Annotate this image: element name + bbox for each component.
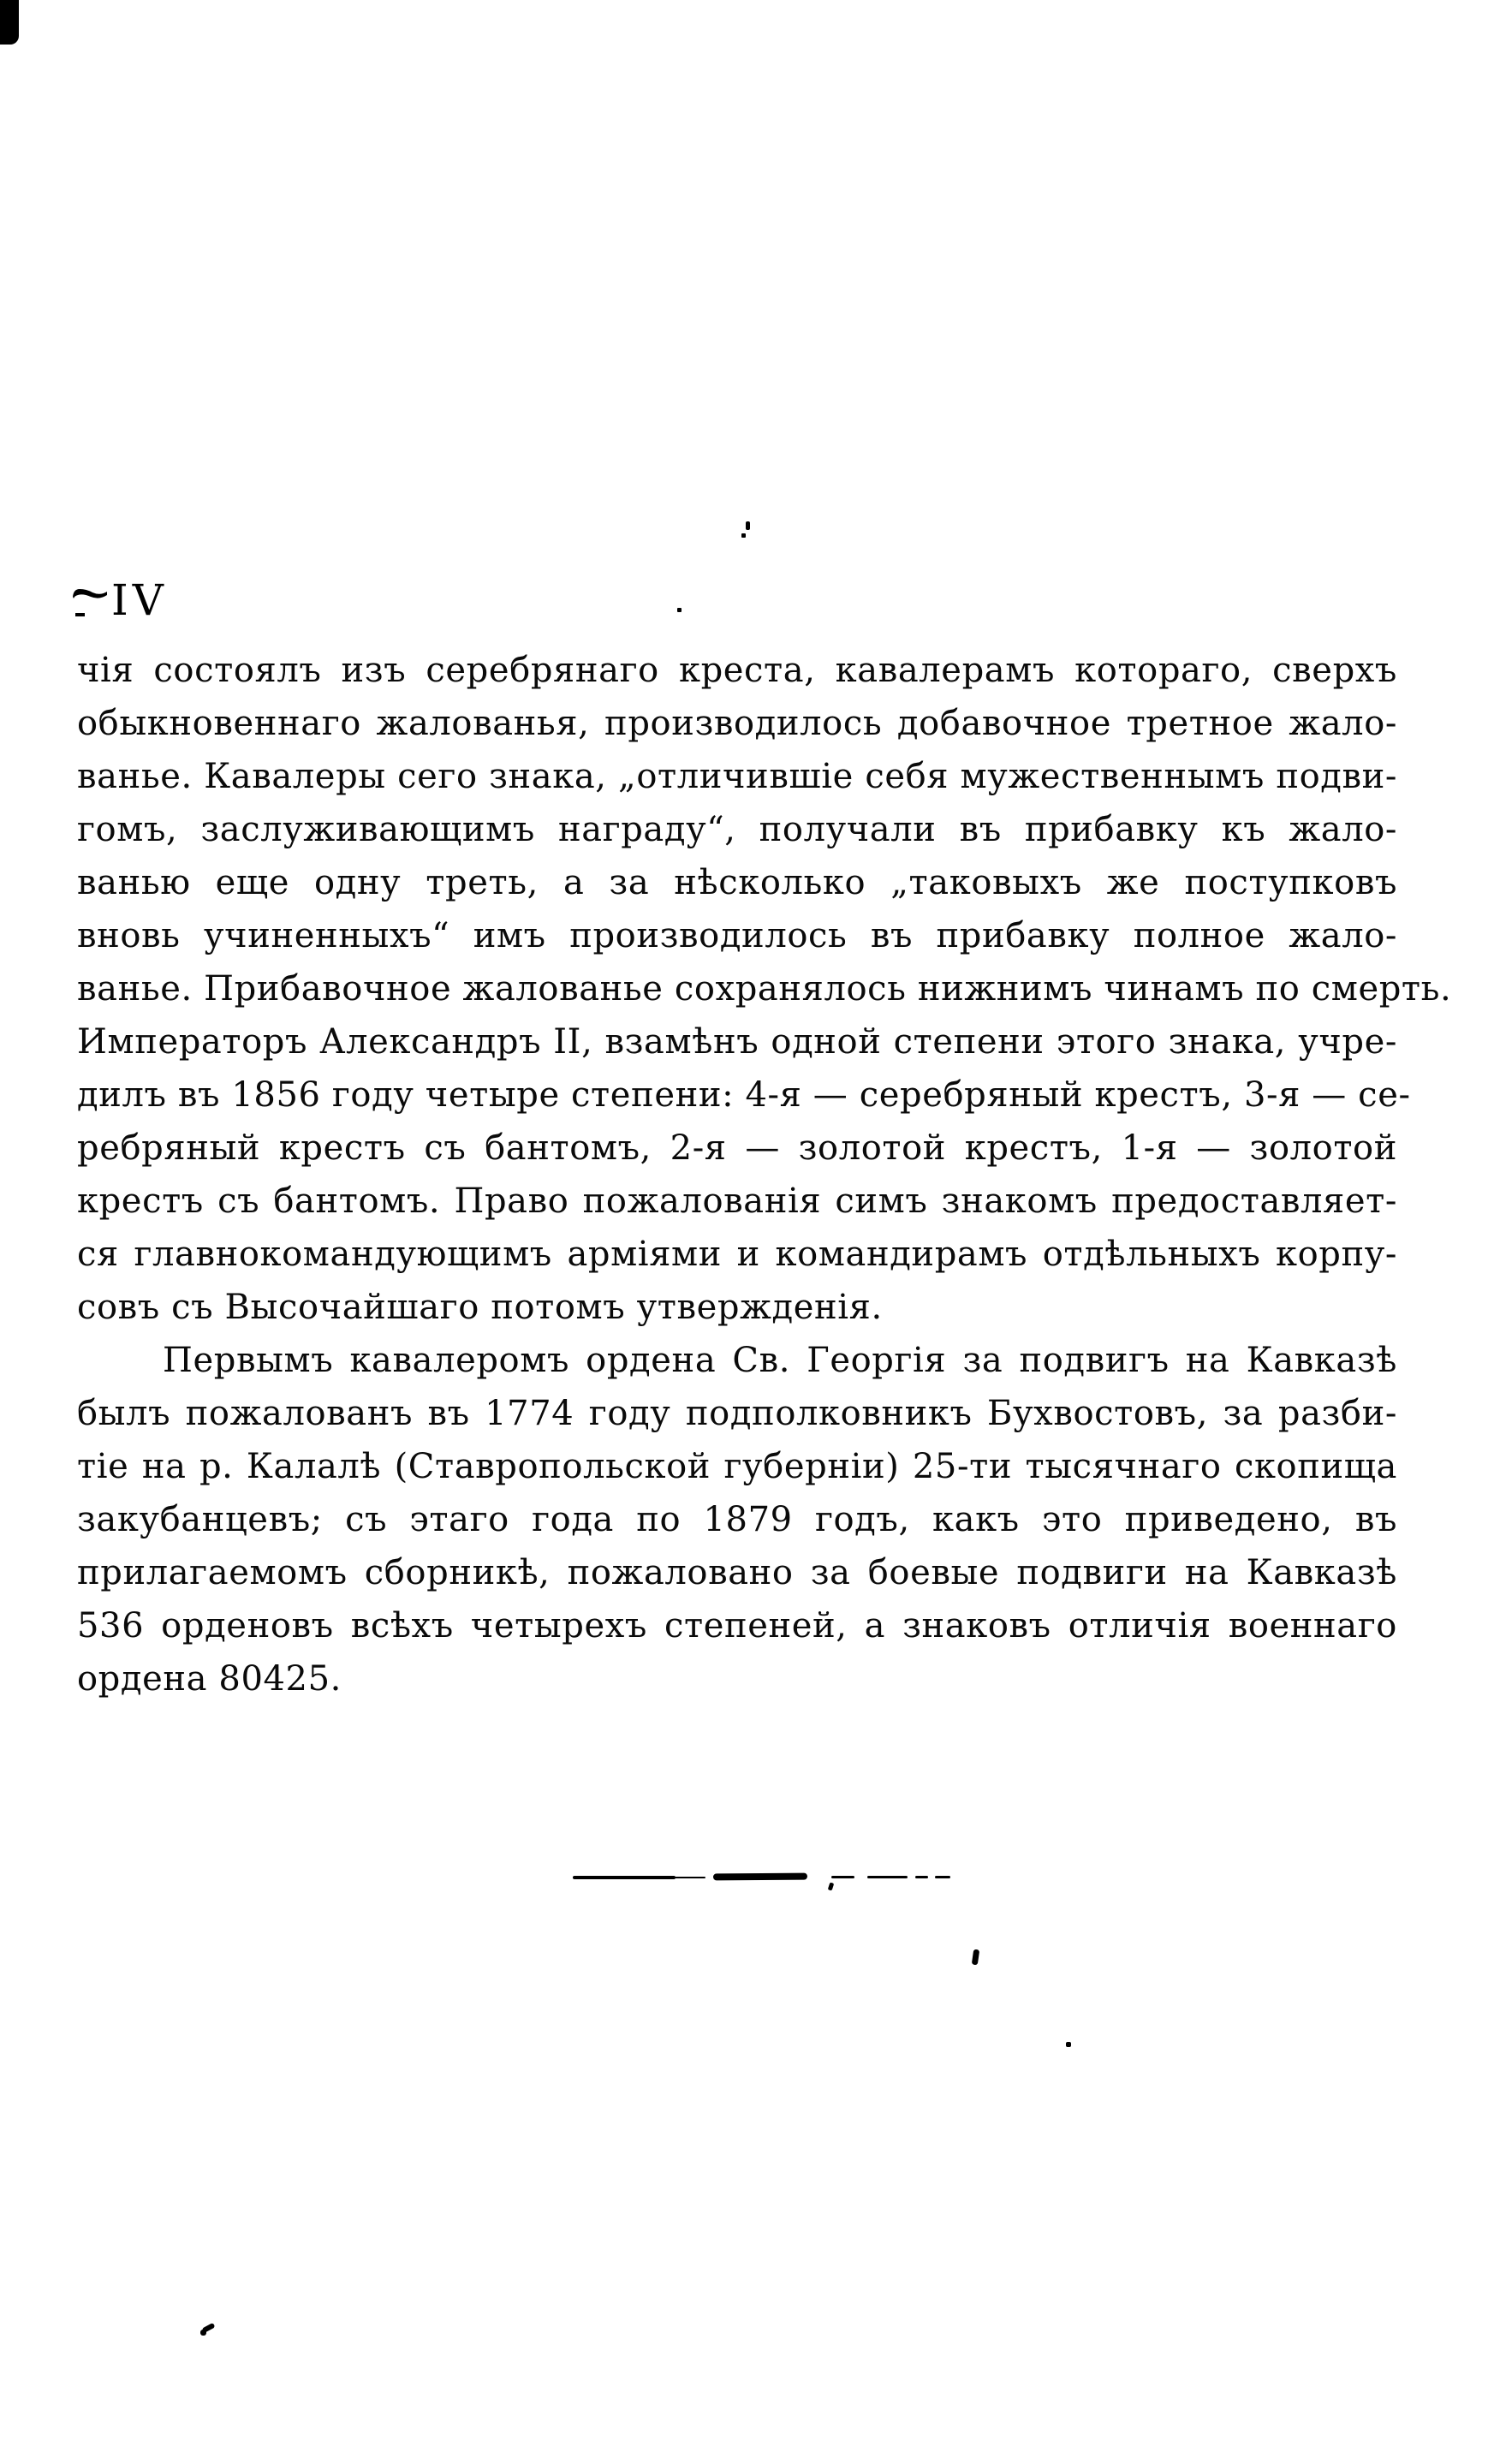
scan-edge-blob [0,0,19,45]
ink-speck [75,613,85,616]
divider-segment [935,1876,950,1878]
text-line: совъ съ Высочайшаго потомъ утвержденія. [77,1288,883,1327]
text-line: крестъ съ бантомъ. Право пожалованія симъ знакомъ предоставляет- [77,1181,1397,1221]
text-line: дилъ въ 1856 году четыре степени: 4-я — серебряный крестъ, 3-я — се- [77,1075,1411,1115]
text-line: тіе на р. Калалѣ (Ставропольской губерніи) 25-ти тысячнаго скопища [77,1447,1397,1486]
divider-segment [673,1877,705,1878]
ink-speck [828,1882,835,1890]
text-line: былъ пожалованъ въ 1774 году подполковникъ Бухвостовъ, за разби- [77,1394,1397,1433]
text-line: Императоръ Александръ II, взамѣнъ одной степени этого знака, учре- [77,1022,1397,1062]
divider-segment [867,1876,908,1878]
text-line: прилагаемомъ сборникѣ, пожаловано за боевые подвиги на Кавказѣ [77,1553,1397,1592]
ink-speck [200,2330,206,2336]
text-line: ся главнокомандующимъ арміями и командирамъ отдѣльныхъ корпу- [77,1235,1397,1274]
text-line: закубанцевъ; съ этаго года по 1879 годъ, какъ это приведено, въ [77,1500,1397,1539]
ink-speck [1066,2042,1071,2047]
divider-segment [915,1876,928,1878]
text-line: ванье. Кавалеры сего знака, „отличившіе себя мужественнымъ подви- [77,757,1397,796]
text-line: Первымъ кавалеромъ ордена Св. Георгія за подвигъ на Кавказѣ [163,1341,1397,1380]
divider-segment [713,1873,807,1881]
text-line: 536 орденовъ всѣхъ четырехъ степеней, а знаковъ отличія военнаго [77,1606,1397,1646]
text-line: ванью еще одну треть, а за нѣсколько „таковыхъ же поступковъ [77,863,1397,902]
text-line: вновь учиненныхъ“ имъ производилось въ прибавку полное жало- [77,916,1397,955]
text-line: чія состоялъ изъ серебрянаго креста, кавалерамъ котораго, сверхъ [77,651,1397,690]
text-line: ванье. Прибавочное жалованье сохранялось нижнимъ чинамъ по смерть. [77,969,1452,1009]
ink-speck [746,521,750,530]
ink-speck [677,608,682,612]
text-line: обыкновеннаго жалованья, производилось добавочное третное жало- [77,704,1397,743]
text-line: гомъ, заслуживающимъ награду“, получали въ прибавку къ жало- [77,810,1397,849]
divider-segment [831,1876,854,1878]
ink-speck [972,1949,979,1966]
text-line: ордена 80425. [77,1659,342,1699]
divider-segment [573,1876,676,1879]
body-text [77,644,1452,1705]
text-line: ребряный крестъ съ бантомъ, 2-я — золотой крестъ, 1-я — золотой [77,1128,1397,1168]
ink-speck [741,533,746,538]
swash-dash-mark [72,586,108,608]
page-number: IV [111,575,168,625]
